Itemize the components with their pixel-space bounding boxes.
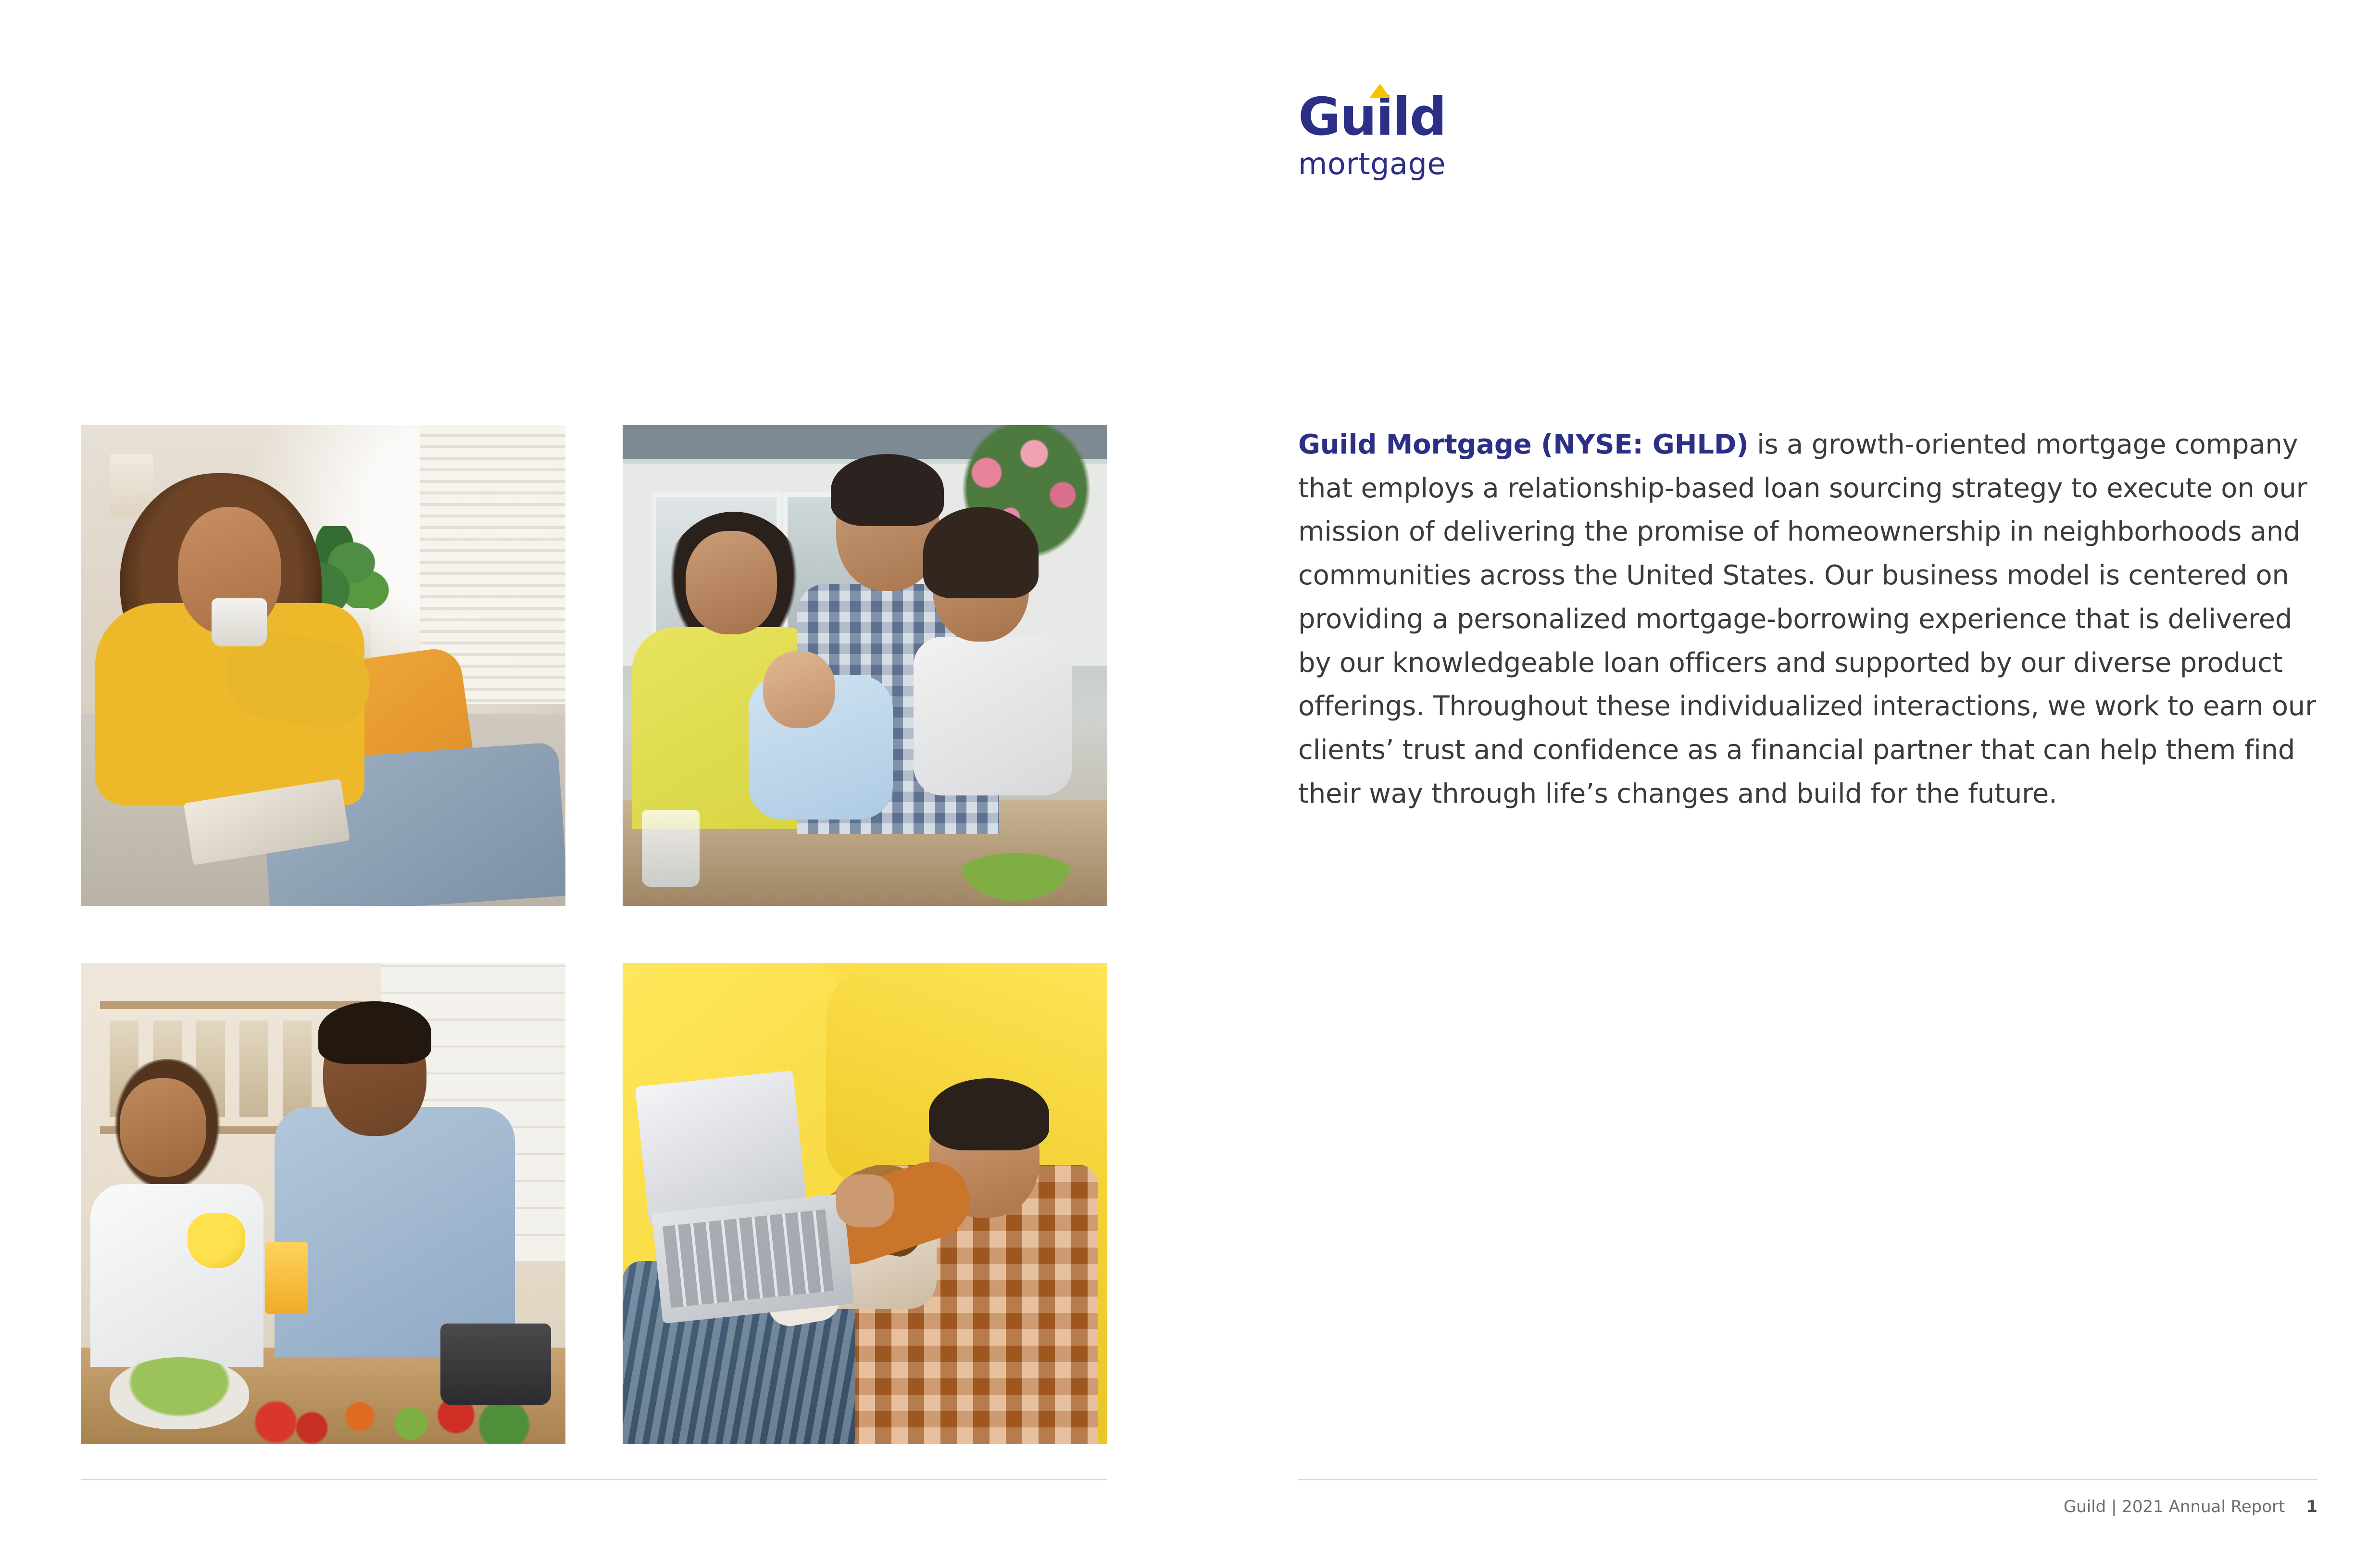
photo-family-outdoor-patio [623, 425, 1107, 906]
girl-face-shape [120, 1078, 206, 1177]
man-denim-shirt-shape [275, 1107, 515, 1357]
man-hair-shape [318, 1001, 431, 1064]
photo-grid [81, 425, 1107, 1444]
photo-father-daughter-kitchen [81, 963, 565, 1444]
photo-man-laptop-dog-yellow-couch [623, 963, 1107, 1444]
salad-bowl-shape [110, 1357, 249, 1429]
juice-glass-shape [265, 1242, 308, 1314]
girl-hair-shape [923, 507, 1039, 598]
yellow-pepper-shape [188, 1213, 245, 1268]
logo-wordmark [1298, 87, 1446, 147]
intro-paragraph-text: is a growth-oriented mortgage company that employs a relationship-based loan sourcing strategy to execute on our mission of delivering the promise of homeownership in neighborhoods and communities across the United States. Our business model is centered on providing a personalized mortgage-borrowing experience that is delivered by our knowledgeable loan officers and supported by our diverse product offerings. Throughout these individualized interactions, we work to earn our clients’ trust and confidence as a financial partner that can help them find their way through life’s changes and build for the future. [1298, 429, 2316, 809]
cooking-pot-shape [440, 1324, 551, 1405]
intro-paragraph [1298, 423, 2317, 816]
drinking-glass-shape [642, 810, 700, 887]
left-page-footer-rule [81, 1479, 1107, 1480]
company-name-lead: Guild Mortgage (NYSE: GHLD) [1298, 429, 1749, 460]
man-hair-shape [831, 454, 944, 526]
coffee-mug-shape [212, 598, 267, 646]
woman-face-shape [686, 531, 777, 634]
photo-woman-couch-coffee [81, 425, 565, 906]
man-hair-shape [929, 1078, 1049, 1150]
page-footer [2064, 1497, 2317, 1516]
salad-greens-shape [953, 853, 1078, 906]
logo-subtext: mortgage [1298, 146, 1446, 181]
logo-wordmark-text: Guild [1298, 87, 1446, 147]
guild-mortgage-logo [1298, 87, 1500, 181]
girl-top-shape [914, 637, 1072, 795]
girl-top-shape [90, 1184, 263, 1367]
footer-source: Guild | 2021 Annual Report [2063, 1497, 2285, 1516]
page-number: 1 [2306, 1497, 2317, 1516]
right-page-footer-rule [1298, 1479, 2317, 1480]
baby-face-shape [763, 651, 835, 728]
hand-shape [836, 1174, 894, 1227]
laptop-keyboard-shape [663, 1210, 834, 1308]
roof-accent-icon [1369, 84, 1390, 98]
